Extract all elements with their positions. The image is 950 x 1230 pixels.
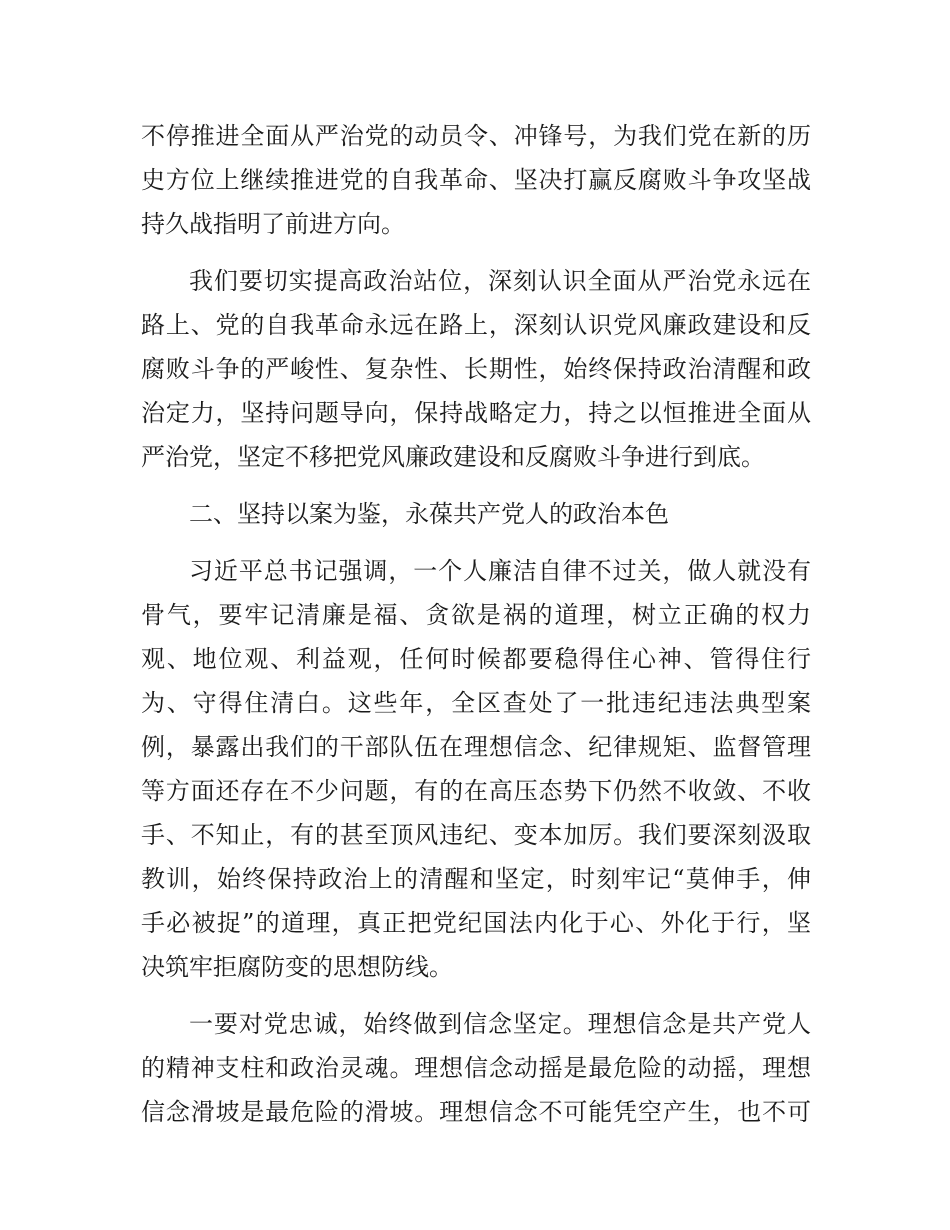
document-body	[141, 114, 811, 1134]
text-line: 等方面还存在不少问题，有的在高压态势下仍然不收敛、不收	[141, 777, 811, 805]
text-line: 不停推进全面从严治党的动员令、冲锋号，为我们党在新的历	[141, 122, 811, 150]
text-line: 骨气，要牢记清廉是福、贪欲是祸的道理，树立正确的权力	[141, 601, 811, 629]
text-line: 史方位上继续推进党的自我革命、坚决打赢反腐败斗争攻坚战	[141, 166, 811, 194]
text-line: 习近平总书记强调，一个人廉洁自律不过关，做人就没有	[189, 557, 811, 585]
text-line: 信念滑坡是最危险的滑坡。理想信念不可能凭空产生，也不可	[141, 1098, 811, 1126]
text-line: 手必被捉”的道理，真正把党纪国法内化于心、外化于行，坚	[141, 909, 811, 937]
text-line: 一要对党忠诚，始终做到信念坚定。理想信念是共产党人	[189, 1010, 811, 1038]
paragraph	[141, 259, 811, 479]
text-line: 为、守得住清白。这些年，全区查处了一批违纪违法典型案	[141, 689, 811, 717]
heading-text: 二、坚持以案为鉴，永葆共产党人的政治本色	[189, 500, 669, 528]
text-line: 腐败斗争的严峻性、复杂性、长期性，始终保持政治清醒和政	[141, 355, 811, 383]
section-heading	[141, 492, 811, 536]
text-line: 手、不知止，有的甚至顶风违纪、变本加厉。我们要深刻汲取	[141, 821, 811, 849]
text-line: 治定力，坚持问题导向，保持战略定力，持之以恒推进全面从	[141, 399, 811, 427]
text-line: 观、地位观、利益观，任何时候都要稳得住心神、管得住行	[141, 645, 811, 673]
text-line: 教训，始终保持政治上的清醒和坚定，时刻牢记“莫伸手，伸	[141, 865, 811, 893]
text-line: 持久战指明了前进方向。	[141, 210, 405, 238]
paragraph	[141, 1002, 811, 1134]
text-line: 严治党，坚定不移把党风廉政建设和反腐败斗争进行到底。	[141, 443, 765, 471]
paragraph	[141, 114, 811, 246]
text-line: 路上、党的自我革命永远在路上，深刻认识党风廉政建设和反	[141, 311, 811, 339]
text-line: 的精神支柱和政治灵魂。理想信念动摇是最危险的动摇，理想	[141, 1054, 811, 1082]
text-line: 决筑牢拒腐防变的思想防线。	[141, 953, 453, 981]
text-line: 我们要切实提高政治站位，深刻认识全面从严治党永远在	[189, 267, 811, 295]
text-line: 例，暴露出我们的干部队伍在理想信念、纪律规矩、监督管理	[141, 733, 811, 761]
paragraph	[141, 549, 811, 989]
